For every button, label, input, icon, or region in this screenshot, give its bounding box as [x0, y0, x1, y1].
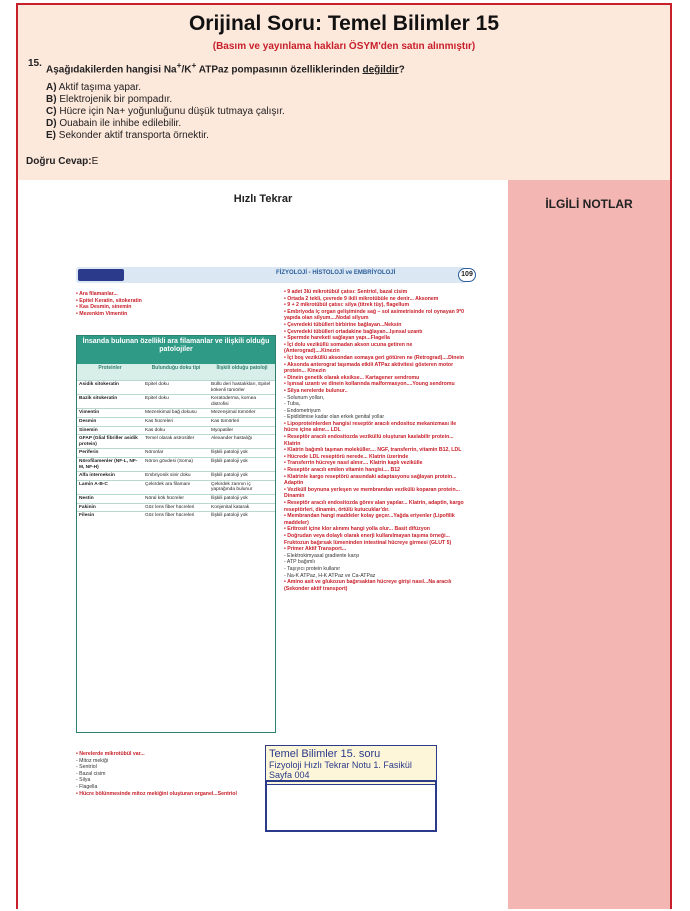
filament-table	[76, 335, 276, 733]
note-line: • Membrandan hangi maddeler kolay geçer...Yağda eriyenler (Lipofilik maddeler)	[284, 513, 455, 526]
table-cell: Bazik sitokeratin	[79, 396, 118, 402]
table-cell: Periferin	[79, 450, 99, 456]
note-line: - Na-K ATPaz, H-K ATPaz ve Ca-ATPaz	[284, 572, 376, 579]
note-line: • Kas Desmin, sinemin	[76, 304, 132, 311]
table-cell: Çekirdek zarının iç yaprağında bulunur	[211, 481, 253, 493]
book-section-title: FİZYOLOJİ - HİSTOLOJİ ve EMBRİYOLOJİ	[276, 270, 396, 276]
option-d[interactable]: D) Ouabain ile inhibe edilebilir.	[46, 118, 182, 129]
note-line: • Hücre bölünmesinde mitoz mekiğini oluşturan organel...Sentriol	[76, 790, 237, 797]
note-line: - Mitoz mekiği	[76, 757, 108, 764]
table-cell: Nöronlar	[145, 450, 164, 456]
table-cell: Kas hücreleri	[145, 418, 173, 424]
table-row	[77, 408, 275, 417]
note-line: • Hücrede LDL reseptörü nerede... Klatrin üzerinde	[284, 453, 409, 460]
related-notes-panel	[508, 180, 670, 909]
table-cell: Epitel doku	[145, 396, 169, 402]
note-line: - Tuba,	[284, 401, 301, 408]
table-cell: Asidik sitokeratin	[79, 382, 119, 387]
left-top-notes	[76, 291, 276, 317]
question-panel	[18, 5, 670, 180]
note-line: • Ortada 2 tekli, çevrede 9 ikili mikrotübüle ne denir... Aksonem	[284, 295, 439, 302]
table-cell: İlişkili patoloji yok	[211, 458, 248, 464]
source-stamp	[265, 745, 437, 785]
option-e[interactable]: E) Sekonder aktif transporta örnektir.	[46, 130, 209, 141]
book-page-number: 109	[458, 268, 476, 282]
table-cell: İlişkili patoloji yok	[211, 473, 248, 479]
note-line: • Dinein genetik olarak eksikse... Kartagener sendromu	[284, 374, 420, 381]
table-cell: Kas doku	[145, 427, 166, 433]
page-title: Orijinal Soru: Temel Bilimler 15	[188, 12, 500, 35]
note-line: - Endometriyum	[284, 407, 321, 414]
note-line: - Silya	[76, 777, 91, 784]
question-text: Aşağıdakilerden hangisi Na+/K+ ATPaz pompasının özelliklerinden değildir?	[46, 60, 405, 76]
note-line: • 9 + 2 mikrotübül çatısı: silya (titrek tüy), flagellum	[284, 302, 410, 309]
note-line: • Doğrudan veya dolaylı olarak enerji kullanılmayan taşıma örneği... Fruktozun bağırsak lümeninden intestinal hücreye girmesi (GLUT 5)	[284, 532, 452, 546]
table-row	[77, 394, 275, 408]
table-cell: Nestin	[79, 495, 94, 501]
note-line: • Lipoproteinlerden hangisi reseptör aracılı endositoz mekanizması ile hücre içine alınır... LDL	[284, 420, 457, 434]
table-cell: Fakinin	[79, 504, 96, 510]
table-cell: Göz lens fiber hücreleri	[145, 513, 195, 519]
table-cell: Nörofilamenler (NF-L, NF-M, NF-H)	[79, 458, 138, 470]
stamp-line-3: Sayfa 004	[269, 770, 310, 780]
table-row	[77, 511, 275, 520]
note-line: • 9 adet 3lü mikrotübül çatısı: Sentriol, bazal cisim	[284, 289, 408, 295]
table-cell: Keratoderma, kornea distrofisi	[211, 396, 257, 407]
note-line: - Epididimise kadar olan erkek genital yollar	[284, 414, 385, 421]
note-line: • Mezenkim Vimentin	[76, 310, 128, 317]
option-c[interactable]: C) Hücre için Na+ yoğunluğunu düşük tutmaya çalışır.	[46, 106, 285, 117]
table-cell: İlişkili patoloji yok	[211, 495, 248, 501]
note-line: • Spermde hareketi sağlayan yapı...Flagella	[284, 335, 390, 342]
table-row	[77, 434, 275, 448]
note-line: - Flagella	[76, 783, 98, 790]
note-line: • Reseptör aracılı emilen vitamin hangisi.... B12	[284, 467, 400, 474]
question-number: 15.	[28, 58, 42, 69]
note-line: • Işınsal uzantı ve dinein kollarında malformasyon....Young sendromu	[284, 381, 455, 388]
table-cell: Sinemin	[79, 427, 98, 433]
note-line: • Çevredeki tübülleri ortadakine bağlayan...Işınsal uzantı	[284, 328, 423, 335]
copyright-note: (Basım ve yayınlama hakları ÖSYM'den satın alınmıştır)	[212, 41, 476, 52]
table-row	[77, 380, 275, 394]
note-line: • Nerelerde mikrotübül var...	[76, 751, 145, 757]
table-cell: Myopatiler	[211, 427, 234, 433]
table-cell: Filesin	[79, 513, 95, 519]
table-row	[77, 471, 275, 480]
note-line: • Reseptör aracılı endositozda görev alan yapılar... Klatrin, adaptin, kargo reseptörleri, dinamin, örtülü kutucuklar'dır.	[284, 500, 464, 513]
note-line: • Embriyoda iç organ gelişiminde sağ – sol asimetrisinde rol oynayan 9*0 yapıda olan silyum....Nodal silyum	[284, 308, 464, 322]
note-line: • Ara filamanlar...	[76, 291, 118, 297]
note-line: • Klatrin bağımlı taşınan moleküller.... NGF, transferrin, vitamin B12, LDL	[284, 447, 462, 454]
page-frame	[16, 3, 672, 909]
note-line: - ATP bağımlı	[284, 559, 315, 566]
note-line: • Transferrin hücreye nasıl alınır.... Klatrin kaplı vezikülle	[284, 460, 423, 467]
note-line: - Elektrokimyasal gradiente karşı	[284, 552, 360, 559]
note-line: • Klatrinle kargo reseptörü arasındaki adaptasyonu sağlayan protein... Adaptin	[284, 473, 457, 487]
table-header: Proteinler Bulunduğu doku tipi İlişkili olduğu patoloji	[77, 364, 275, 380]
note-line: • Amino asit ve glukozun bağırsaktan hücreye girişi nasıl...Na aracılı (Sekonder aktif transport)	[284, 579, 452, 592]
note-line: • Reseptör aracılı endositozda veziküllü oluşturan kaslabilir protein... Klatrin	[284, 434, 454, 447]
table-row	[77, 494, 275, 503]
option-a[interactable]: A) Aktif taşıma yapar.	[46, 82, 142, 93]
book-header-band	[76, 267, 473, 283]
note-line: - Bazal cisim	[76, 770, 106, 777]
table-cell: İlişkili patoloji yok	[211, 513, 248, 519]
table-cell: Nöral kök hücreler	[145, 495, 184, 501]
table-row	[77, 448, 275, 457]
left-bottom-notes	[76, 751, 276, 797]
note-line: • Aksonda anterograt taşımada etkili ATPaz aktivitesi gösteren motor protein... Kinezin	[284, 361, 454, 375]
table-body	[77, 380, 275, 520]
note-line: - Sentriol	[76, 764, 97, 771]
table-cell: Embriyonik sinir doku	[145, 473, 191, 479]
table-title: İnsanda bulunan özellikli ara filamanlar ve ilişkili olduğu patolojiler	[77, 336, 275, 364]
stamp-line-1: Temel Bilimler 15. soru	[269, 748, 381, 760]
table-cell: Mezenkimal bağ dokusu	[145, 410, 197, 416]
table-cell: Epitel doku	[145, 382, 169, 387]
related-notes-heading: İLGİLİ NOTLAR	[545, 197, 633, 211]
note-line: - Solunum yolları,	[284, 394, 325, 401]
note-line: - Taşıyıcı protein kullanır	[284, 565, 341, 572]
publisher-logo	[78, 269, 124, 281]
note-line: • Eritrosit içine klor alınımı hangi yolla olur... Basit difüzyon	[284, 526, 430, 533]
quick-review-heading: Hızlı Tekrar	[233, 193, 293, 205]
note-line: • Epitel Keratin, sitokeratin	[76, 297, 142, 304]
table-cell: Konjenital katarak	[211, 504, 250, 510]
note-line: • İçi boş veziküllü aksondan somaya geri götüren ne (Retrograd)....Dinein	[284, 354, 464, 361]
table-row	[77, 457, 275, 471]
correct-answer: Doğru Cevap:E	[26, 156, 99, 167]
note-line: • Çevredeki tübülleri birbirine bağlayan...Neksin	[284, 321, 402, 328]
table-cell: Nöron gövdesi (Soma)	[145, 458, 193, 464]
table-row	[77, 417, 275, 426]
note-line: • İçi dolu veziküllü somadan akson ucuna getiren ne (Anterograd)....Kinezin	[284, 341, 413, 355]
table-cell: Çekirdek ara filamanı	[145, 481, 191, 487]
right-column-notes	[284, 289, 469, 592]
table-row	[77, 503, 275, 512]
stamp-line-2: Fizyoloji Hızlı Tekrar Notu 1. Fasikül	[269, 760, 412, 770]
table-row	[77, 426, 275, 435]
options-list	[46, 82, 285, 142]
table-cell: Göz lens fiber hücreleri	[145, 504, 195, 510]
table-cell: GFAP (Glial fibriller asidik protein)	[79, 436, 138, 447]
table-row	[77, 480, 275, 494]
highlight-box	[265, 780, 437, 832]
table-cell: Büllü deri hastalıkları, Epitel kökenli tümörler	[211, 382, 271, 393]
table-cell: Kas tümörleri	[211, 418, 240, 424]
note-line: • Veziküll boynuna yerleşen ve membrandan vezikülü koparan protein... Dinamin	[284, 486, 460, 500]
option-b[interactable]: B) Elektrojenik bir pompadır.	[46, 94, 173, 105]
note-line: • Silya nerelerde bulunur..	[284, 387, 348, 394]
table-cell: Vimentin	[79, 410, 100, 416]
table-cell: Mezenşimal tümörler	[211, 410, 256, 416]
table-cell: Lamin A-B-C	[79, 481, 108, 487]
table-cell: İlişkili patoloji yok	[211, 450, 248, 456]
table-cell: Desmin	[79, 418, 97, 424]
table-cell: Alfa interneksin	[79, 473, 115, 479]
note-line: • Primer Aktif Transport...	[284, 546, 347, 553]
table-cell: Alexander hastalığı	[211, 436, 253, 442]
table-cell: Temel olarak astrositler	[145, 436, 195, 442]
